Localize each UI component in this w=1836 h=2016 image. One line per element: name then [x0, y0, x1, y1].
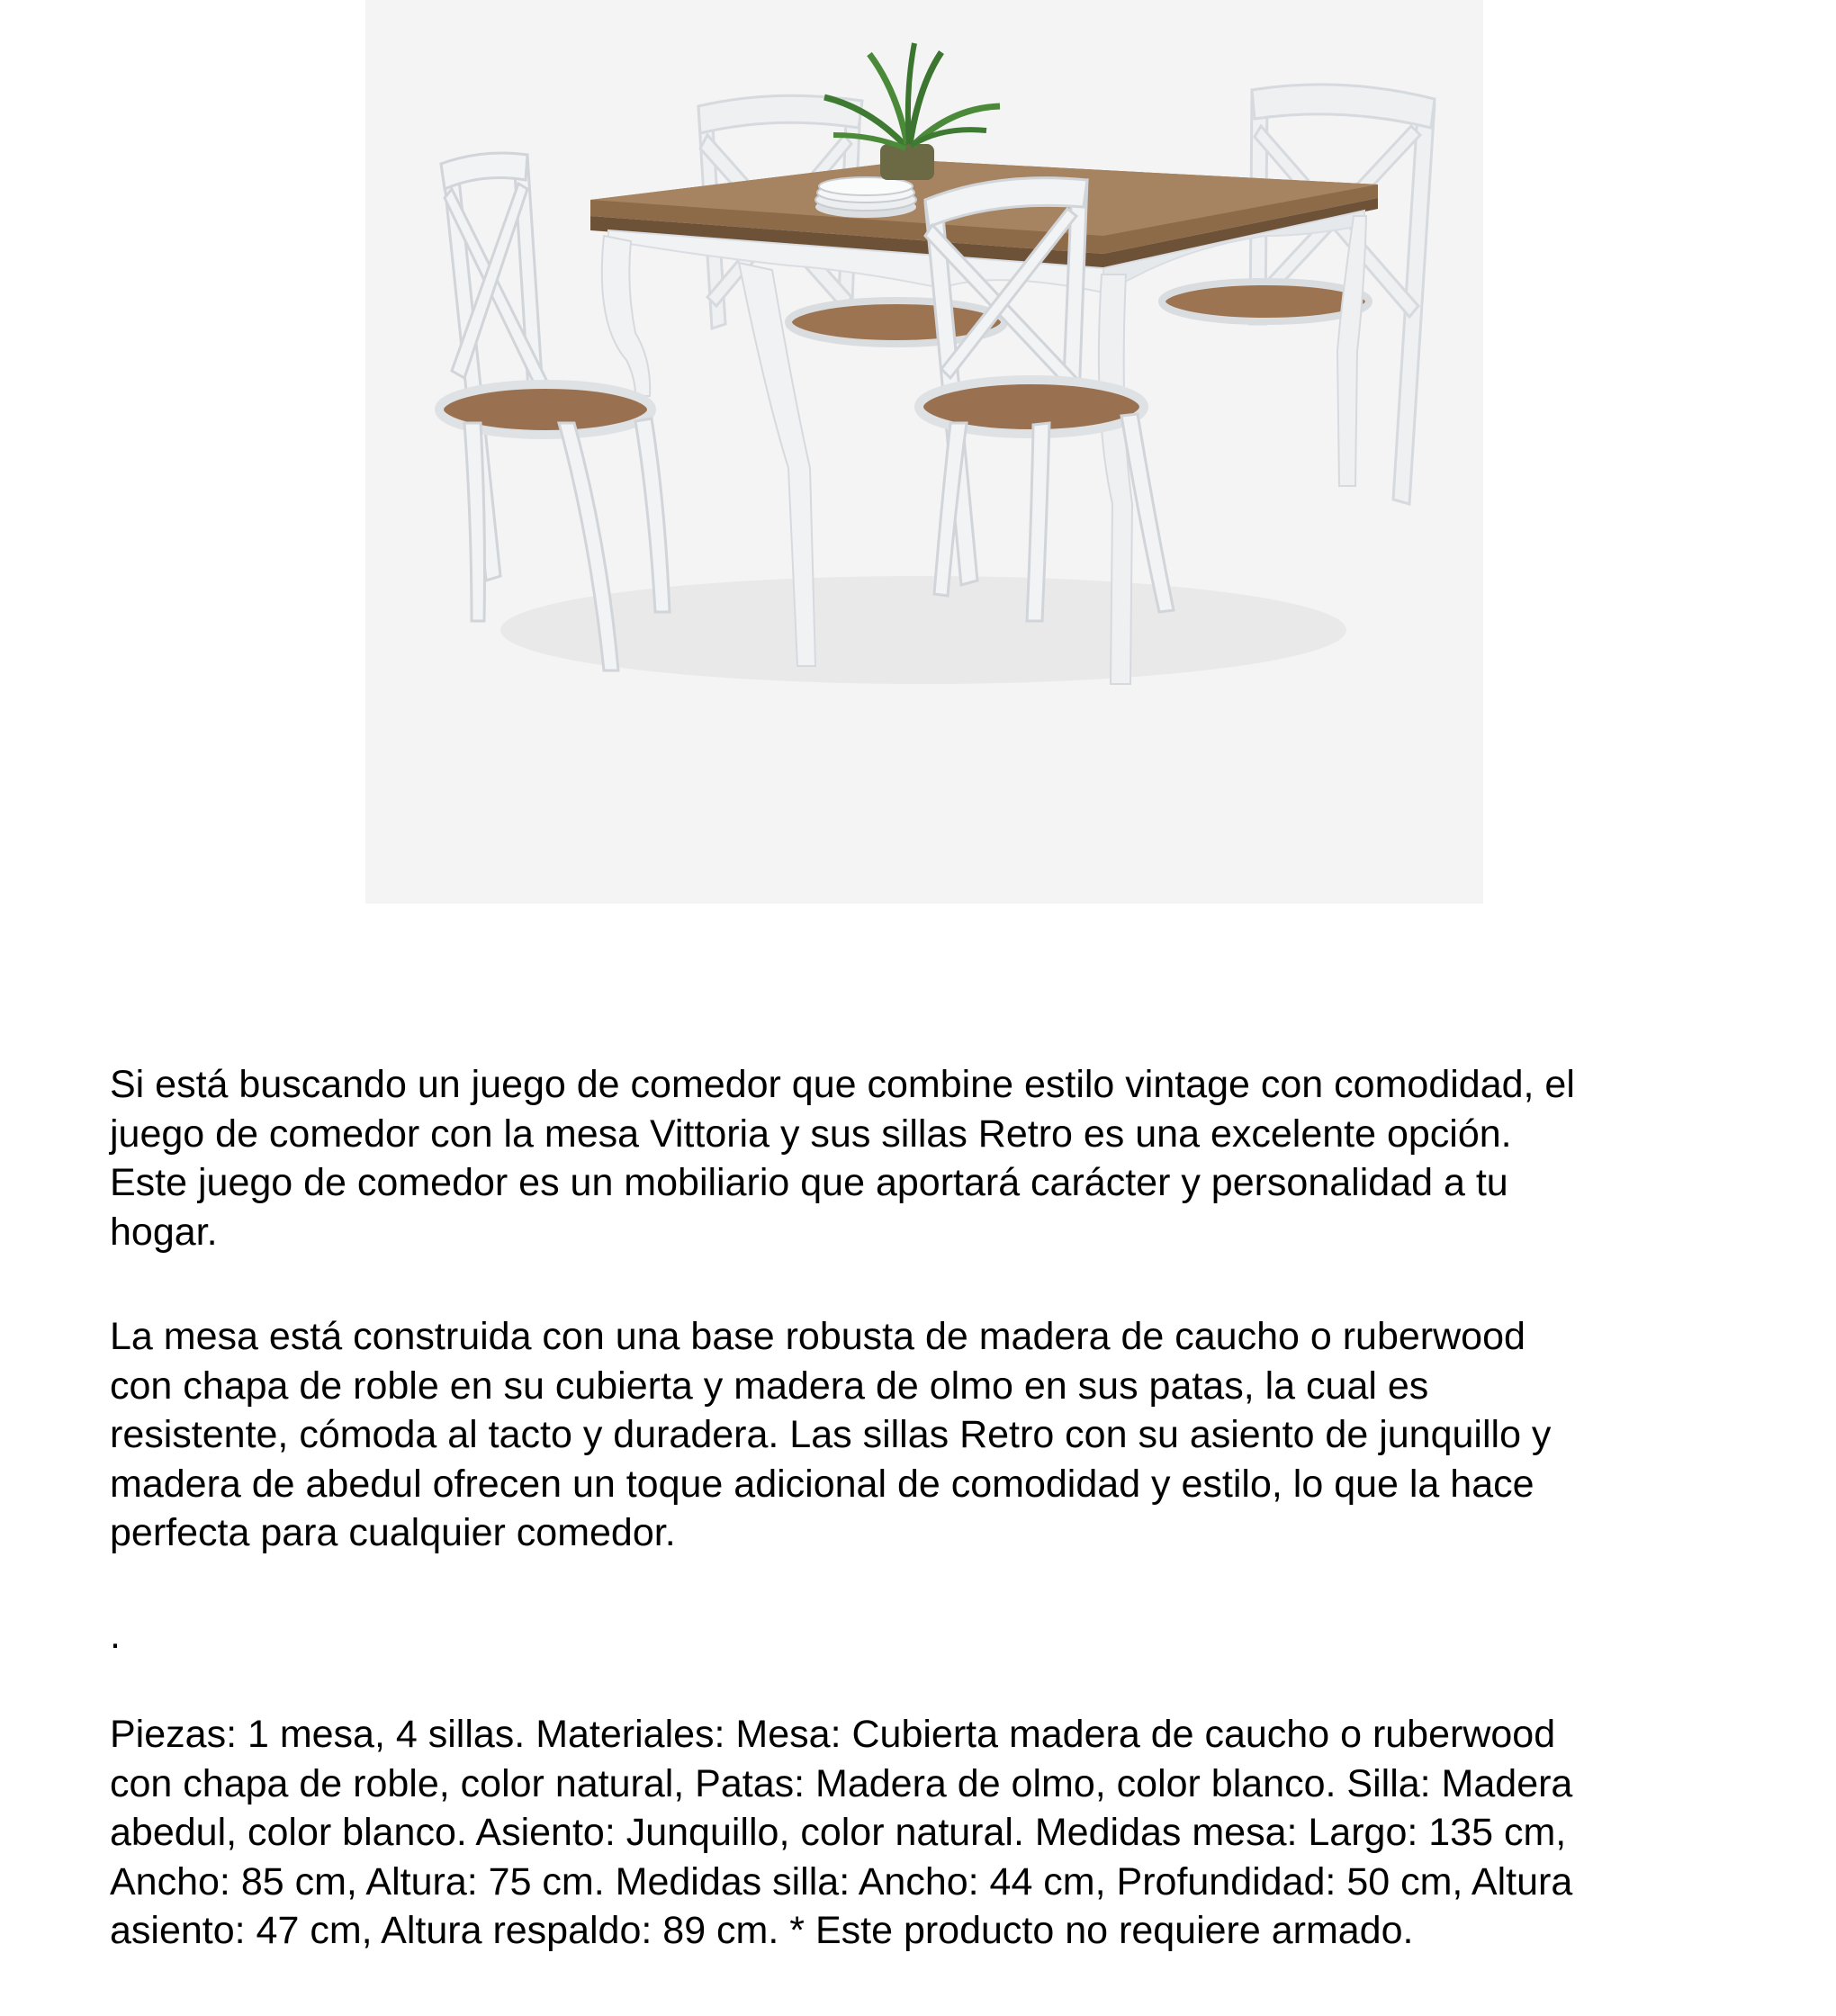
construction-paragraph: La mesa está construida con una base robusta de madera de caucho o ruberwood con chapa de roble en su cubierta y madera de olmo en sus patas, la cual es resistente, cómoda al tacto y duradera. Las sillas Retro con su asiento de junquillo y madera de abedul ofrecen un toque adicional de comodidad y estilo, lo que la hace perfecta para cualquier comedor. [110, 1315, 1552, 1554]
separator-dot: . [110, 1614, 121, 1657]
intro-paragraph: Si está buscando un juego de comedor que combine estilo vintage con comodidad, el juego de comedor con la mesa Vittoria y sus sillas Retro es una excelente opción. Este juego de comedor es un mobiliario que aportará carácter y personalidad a tu hogar. [110, 1063, 1575, 1254]
specifications-paragraph: Piezas: 1 mesa, 4 sillas. Materiales: Mesa: Cubierta madera de caucho o ruberwood con chapa de roble, color natural, Patas: Madera de olmo, color blanco. Silla: Madera abedul, color blanco. Asiento: Junquillo, color natural. Medidas mesa: Largo: 135 cm, Ancho: 85 cm, Altura: 75 cm. Medidas silla: Ancho: 44 cm, Profundidad: 50 cm, Altura asiento: 47 cm, Altura respaldo: 89 cm. * Este producto no requiere armado. [110, 1713, 1573, 1952]
plates [815, 177, 916, 218]
dining-set-photo-icon [365, 0, 1483, 904]
product-image [365, 0, 1483, 904]
